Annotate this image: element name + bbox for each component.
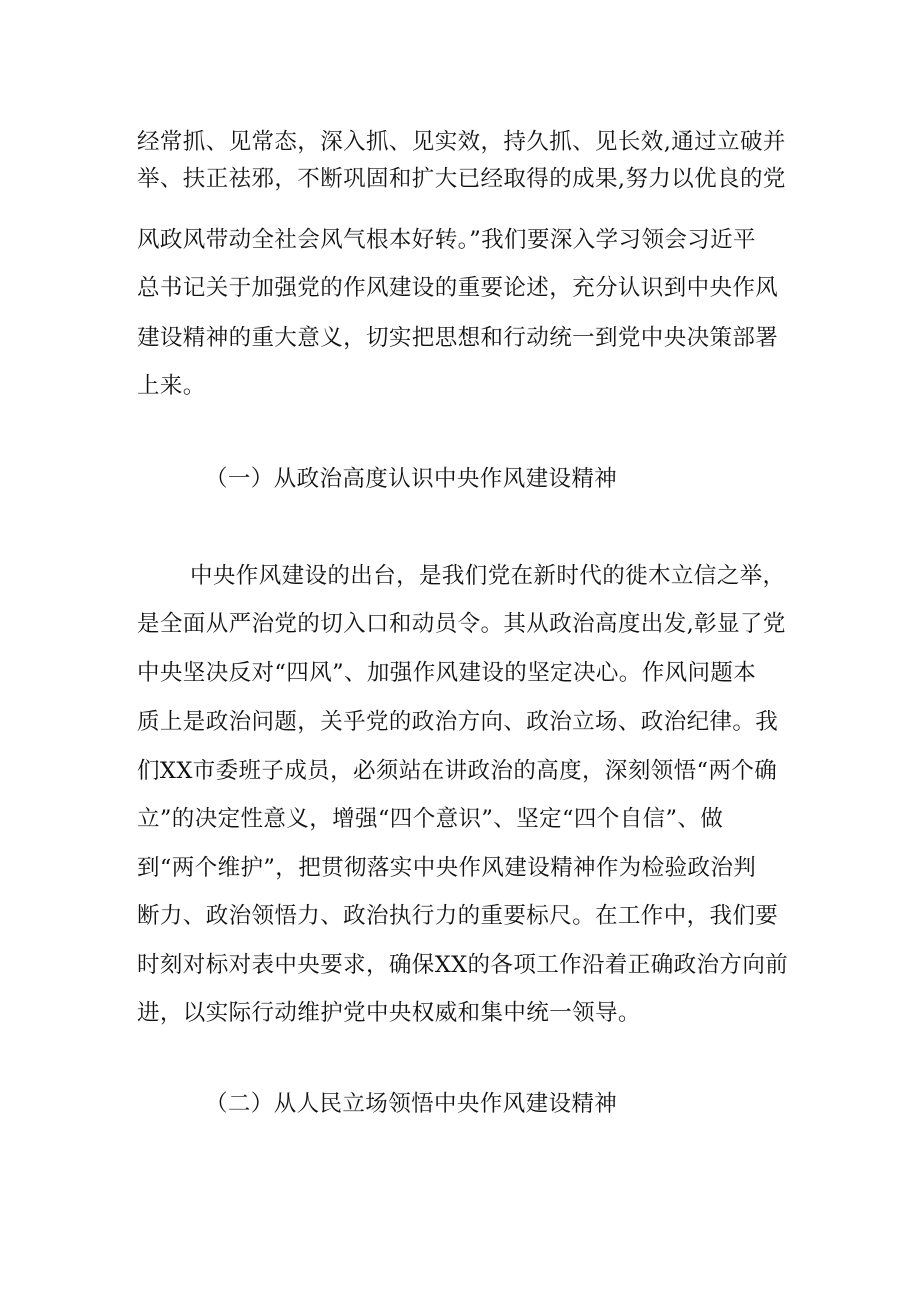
paragraph-line: 到“两个维护”，把贯彻落实中央作风建设精神作为检验政治判 bbox=[137, 855, 757, 881]
paragraph-line: 上来。 bbox=[137, 373, 206, 399]
paragraph-line: 进，以实际行动维护党中央权威和集中统一领导。 bbox=[137, 1000, 641, 1026]
paragraph-line: 中央坚决反对“四风”、加强作风建设的坚定决心。作风问题本 bbox=[137, 660, 757, 686]
section-heading: （一）从政治高度认识中央作风建设精神 bbox=[205, 466, 618, 492]
paragraph-line: 质上是政治问题，关乎党的政治方向、政治立场、政治纪律。我 bbox=[137, 709, 779, 735]
paragraph-line: 们XX市委班子成员，必须站在讲政治的高度，深刻领悟“两个确 bbox=[137, 758, 778, 784]
paragraph-line: 是全面从严治党的切入口和动员令。其从政治高度出发,彰显了党 bbox=[137, 611, 786, 637]
paragraph-line: 中央作风建设的出台，是我们党在新时代的徙木立信之举， bbox=[190, 563, 786, 589]
paragraph-line: 经常抓、见常态，深入抓、见实效，持久抓、见长效,通过立破并 bbox=[137, 129, 786, 155]
paragraph-line: 风政风带动全社会风气根本好转。”我们要深入学习领会习近平 bbox=[137, 227, 756, 253]
section-heading: （二）从人民立场领悟中央作风建设精神 bbox=[205, 1091, 618, 1117]
paragraph-line: 总书记关于加强党的作风建设的重要论述，充分认识到中央作风 bbox=[137, 275, 779, 301]
paragraph-line: 断力、政治领悟力、政治执行力的重要标尺。在工作中，我们要 bbox=[137, 903, 779, 929]
paragraph-line: 举、扶正祛邪，不断巩固和扩大已经取得的成果,努力以优良的党 bbox=[137, 166, 786, 192]
paragraph-line: 立”的决定性意义，增强“四个意识”、坚定“四个自信”、做 bbox=[137, 806, 724, 832]
paragraph-line: 时刻对标对表中央要求，确保XX的各项工作沿着正确政治方向前 bbox=[137, 952, 789, 978]
paragraph-line: 建设精神的重大意义，切实把思想和行动统一到党中央决策部署 bbox=[137, 325, 779, 351]
